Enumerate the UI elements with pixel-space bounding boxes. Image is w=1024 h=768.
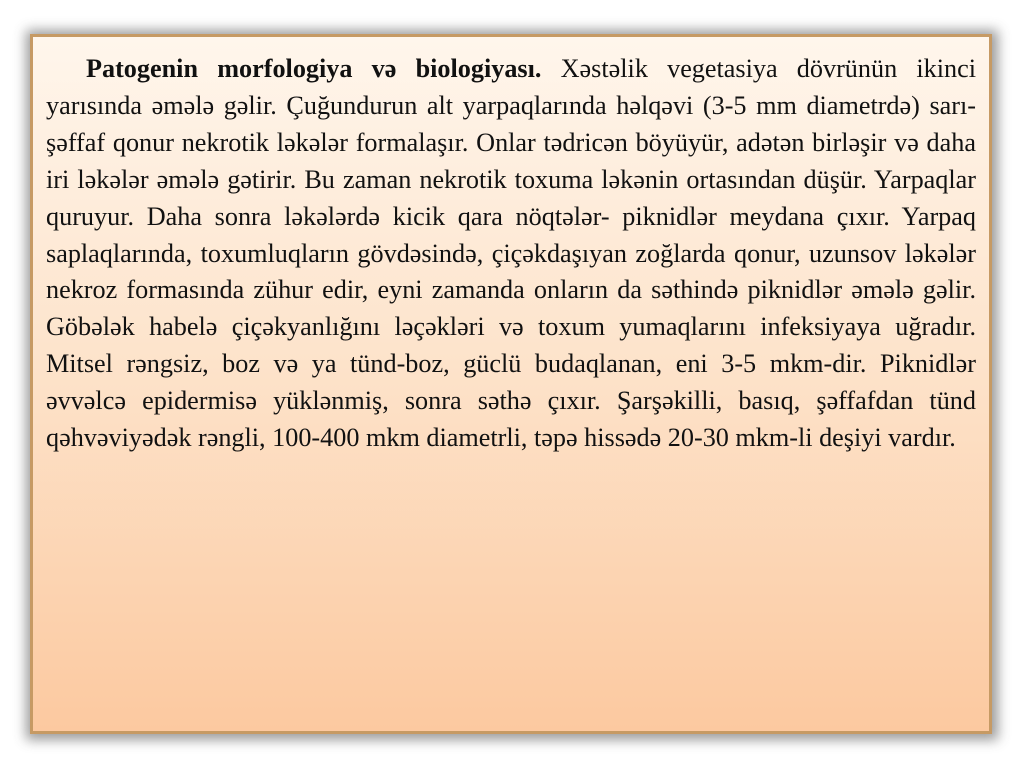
paragraph-heading: Patogenin morfologiya və biologiyası. (86, 54, 542, 83)
paragraph (46, 51, 976, 457)
paragraph-body: Xəstəlik vegetasiya dövrünün ikinci yarısında əmələ gəlir. Çuğundurun alt yarpaqlarında həlqəvi (3-5 mm diametrdə) sarı-şəffaf qonur nekrotik ləkələr formalaşır. Onlar tədricən böyüyür, adətən birləşir və daha iri ləkələr əmələ gətirir. Bu zaman nekrotik toxuma ləkənin ortasından düşür. Yarpaqlar quruyur. Daha sonra ləkələrdə kicik qara nöqtələr- piknidlər meydana çıxır. Yarpaq saplaqlarında, toxumluqların gövdəsində, çiçəkdaşıyan zoğlarda qonur, uzunsov ləkələr nekroz formasında zühur edir, eyni zamanda onların da səthində piknidlər əmələ gəlir. Göbələk habelə çiçəkyanlığını ləçəkləri və toxum yumaqlarını infeksiyaya uğradır. Mitsel rəngsiz, boz və ya tünd-boz, güclü budaqlanan, eni 3-5 mkm-dir. Piknidlər əvvəlcə epidermisə yüklənmiş, sonra səthə çıxır. Şarşəkilli, basıq, şəffafdan tünd qəhvəviyədək rəngli, 100-400 mkm diametrli, təpə hissədə 20-30 mkm-li deşiyi vardır. (46, 54, 976, 453)
text-frame (30, 34, 992, 734)
